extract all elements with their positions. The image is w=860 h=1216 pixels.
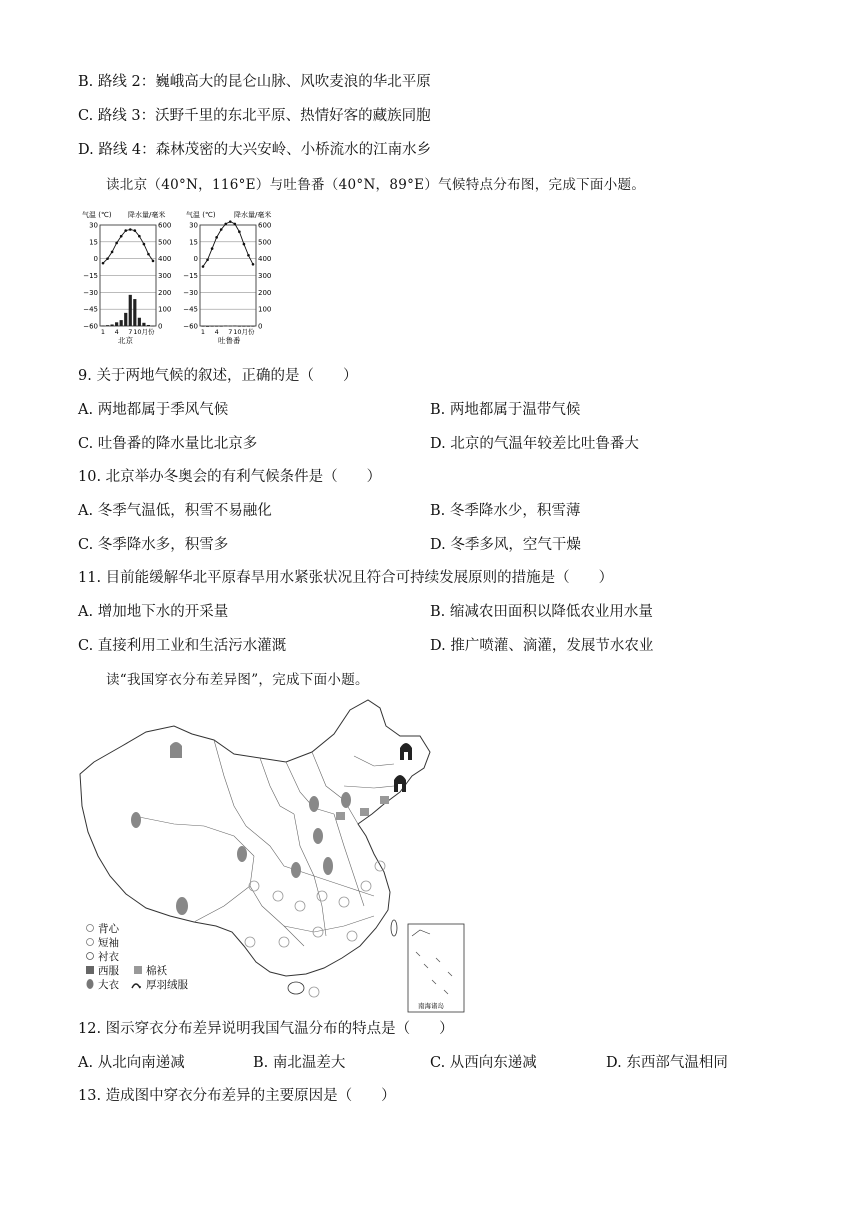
precipitation-bar	[220, 326, 223, 327]
q11-stem: 11. 目前能缓解华北平原春旱用水紧张状况且符合可持续发展原则的措施是（ ）	[78, 570, 614, 586]
precip-tick-label: 0	[158, 322, 163, 331]
month-tick-label: 1	[200, 328, 206, 336]
month-tick-label: 10月份	[233, 328, 255, 336]
padded-jacket-icon	[380, 796, 389, 804]
beijing-precip-axis-title: 降水量/毫米	[128, 211, 166, 219]
legend-shirt: 衬衣	[98, 951, 119, 963]
precipitation-bar	[242, 326, 245, 327]
legend-down-jacket: 厚羽绒服	[146, 979, 188, 991]
precipitation-bar	[147, 325, 150, 326]
temp-tick-label: −60	[183, 322, 198, 331]
map-legend	[86, 922, 188, 991]
beijing-temp-axis-title: 气温 (℃)	[82, 211, 112, 219]
turpan-chart-label: 吐鲁番	[218, 336, 241, 345]
temp-tick-label: −15	[83, 272, 98, 280]
coat-legend-icon	[87, 979, 94, 989]
coat-icon	[309, 796, 319, 812]
precip-tick-label: 600	[158, 221, 172, 230]
q8-option-b: B. 路线 2：巍峨高大的昆仑山脉、风吹麦浪的华北平原	[78, 74, 431, 90]
precip-tick-label: 100	[158, 305, 172, 314]
turpan-precip-axis-title: 降水量/毫米	[234, 211, 272, 219]
precipitation-bar	[151, 326, 154, 327]
temperature-point	[152, 260, 155, 263]
temperature-point	[134, 229, 137, 232]
q10-option-c: C. 冬季降水多，积雪多	[78, 537, 229, 553]
month-tick-label: 1	[100, 328, 106, 336]
precipitation-bar	[111, 324, 114, 326]
vest-icon	[87, 925, 94, 932]
precipitation-bar	[224, 325, 227, 326]
q12-option-a: A. 从北向南递减	[78, 1055, 185, 1071]
coat-icon	[176, 897, 188, 915]
temperature-point	[247, 254, 250, 257]
padded-jacket-legend-icon	[134, 966, 142, 974]
precipitation-bar	[211, 326, 214, 327]
temperature-point	[220, 228, 223, 231]
temperature-point	[143, 243, 146, 246]
temperature-point	[206, 258, 209, 261]
temperature-point	[106, 257, 109, 260]
q11-option-a: A. 增加地下水的开采量	[78, 604, 229, 620]
coat-icon	[291, 862, 301, 878]
q9-stem: 9. 关于两地气候的叙述，正确的是（ ）	[78, 368, 358, 384]
temperature-point	[224, 223, 227, 226]
precipitation-bar	[138, 318, 141, 326]
q9-option-c: C. 吐鲁番的降水量比北京多	[78, 436, 258, 452]
china-clothing-map	[74, 696, 466, 1014]
down-jacket-icon	[394, 775, 406, 792]
coat-icon	[323, 857, 333, 875]
precip-tick-label: 400	[158, 255, 172, 264]
precip-tick-label: 500	[158, 238, 172, 247]
q10-option-d: D. 冬季多风，空气干燥	[430, 537, 581, 553]
legend-short-sleeve: 短袖	[98, 937, 119, 949]
beijing-climate-chart	[83, 222, 171, 337]
temp-tick-label: 30	[189, 221, 198, 230]
shirt-icon	[375, 861, 385, 871]
temperature-point	[129, 228, 132, 231]
shirt-icon	[317, 891, 327, 901]
coat-icons	[131, 742, 351, 915]
temp-tick-label: −45	[83, 305, 98, 314]
temperature-point	[102, 262, 105, 265]
shirt-icons	[245, 861, 385, 997]
precip-tick-label: 200	[258, 288, 272, 297]
precipitation-bar	[101, 325, 104, 326]
temperature-point	[115, 242, 118, 245]
precipitation-bar	[215, 326, 218, 327]
month-tick-label: 7	[128, 328, 133, 336]
coat-icon	[313, 828, 323, 844]
temp-tick-label: −45	[183, 305, 198, 314]
shirt-icon	[249, 881, 259, 891]
down-jacket-icons	[394, 743, 412, 792]
precipitation-bar	[238, 326, 241, 327]
precipitation-bar	[206, 326, 209, 327]
q9-option-a: A. 两地都属于季风气候	[78, 402, 229, 418]
padded-jacket-icon	[336, 812, 345, 820]
short-sleeve-icon	[87, 939, 94, 946]
temp-tick-label: 15	[89, 238, 98, 247]
temperature-point	[211, 247, 214, 250]
q10-option-a: A. 冬季气温低，积雪不易融化	[78, 503, 272, 519]
legend-suit: 西服	[98, 965, 119, 977]
temperature-line	[103, 229, 153, 263]
temp-tick-label: 30	[89, 221, 98, 230]
shirt-icon	[347, 931, 357, 941]
down-jacket-legend-icon	[132, 984, 140, 988]
q8-option-c: C. 路线 3：沃野千里的东北平原、热情好客的藏族同胞	[78, 108, 431, 124]
temp-tick-label: −30	[183, 288, 198, 297]
temperature-point	[215, 236, 218, 239]
precipitation-bar	[251, 326, 254, 327]
shirt-legend-icon	[87, 953, 94, 960]
temp-tick-label: −60	[83, 322, 98, 331]
precip-tick-label: 300	[158, 272, 172, 280]
legend-coat: 大衣	[98, 979, 119, 991]
shirt-icon	[361, 881, 371, 891]
coat-icon	[170, 742, 182, 758]
map-intro: 读“我国穿衣分布差异图”，完成下面小题。	[106, 672, 369, 688]
precip-tick-label: 300	[258, 272, 272, 280]
coat-icon	[131, 812, 141, 828]
month-tick-label: 10月份	[133, 328, 155, 336]
precip-tick-label: 500	[258, 238, 272, 247]
temperature-point	[229, 220, 232, 223]
precip-tick-label: 600	[258, 221, 272, 230]
precip-tick-label: 100	[258, 305, 272, 314]
shirt-icon	[339, 897, 349, 907]
month-tick-label: 7	[228, 328, 233, 336]
turpan-climate-chart	[183, 220, 271, 336]
shirt-icon	[273, 891, 283, 901]
temperature-point	[138, 235, 141, 238]
temp-tick-label: 0	[93, 255, 98, 264]
shirt-icon	[309, 987, 319, 997]
precipitation-bar	[247, 326, 250, 327]
precipitation-bar	[115, 322, 118, 326]
precipitation-bar	[120, 320, 123, 326]
temp-tick-label: −30	[83, 288, 98, 297]
padded-jacket-icon	[360, 808, 369, 816]
temperature-point	[238, 230, 241, 233]
month-tick-label: 4	[114, 328, 119, 336]
temp-tick-label: 0	[193, 255, 198, 264]
coat-icon	[237, 846, 247, 862]
q8-option-d: D. 路线 4：森林茂密的大兴安岭、小桥流水的江南水乡	[78, 142, 432, 158]
precip-tick-label: 200	[158, 288, 172, 297]
q11-option-c: C. 直接利用工业和生活污水灌溉	[78, 638, 287, 654]
legend-padded-jacket: 棉袄	[146, 965, 167, 977]
q12-option-c: C. 从西向东递减	[430, 1055, 537, 1071]
q12-option-d: D. 东西部气温相同	[606, 1055, 728, 1071]
q13-stem: 13. 造成图中穿衣分布差异的主要原因是（ ）	[78, 1088, 396, 1104]
temperature-point	[124, 229, 127, 232]
temperature-point	[202, 265, 205, 268]
suit-icon	[86, 966, 94, 974]
turpan-temp-axis-title: 气温 (℃)	[186, 211, 216, 219]
temperature-point	[147, 253, 150, 256]
precip-tick-label: 0	[258, 322, 263, 331]
coat-icon	[341, 792, 351, 808]
q12-stem: 12. 图示穿衣分布差异说明我国气温分布的特点是（ ）	[78, 1021, 454, 1037]
q11-option-d: D. 推广喷灌、滴灌，发展节水农业	[430, 638, 654, 654]
down-jacket-icon	[400, 743, 412, 760]
precipitation-bar	[124, 313, 127, 326]
shirt-icon	[279, 937, 289, 947]
temperature-point	[243, 243, 246, 246]
shirt-icon	[295, 901, 305, 911]
temperature-point	[234, 223, 237, 226]
south-china-sea-inset	[408, 924, 464, 1012]
q9-option-d: D. 北京的气温年较差比吐鲁番大	[430, 436, 639, 452]
legend-vest: 背心	[98, 923, 119, 935]
temp-tick-label: −15	[183, 272, 198, 280]
temperature-point	[120, 235, 123, 238]
climate-intro: 读北京（40°N，116°E）与吐鲁番（40°N，89°E）气候特点分布图，完成下面小题。	[106, 177, 646, 193]
precipitation-bar	[142, 323, 145, 326]
precipitation-bar	[106, 325, 109, 326]
precip-tick-label: 400	[258, 255, 272, 264]
month-tick-label: 4	[214, 328, 219, 336]
precipitation-bar	[229, 326, 232, 327]
precipitation-bar	[133, 299, 136, 326]
q12-option-b: B. 南北温差大	[253, 1055, 346, 1071]
climate-charts-figure	[78, 208, 290, 346]
province-borders	[134, 740, 394, 946]
temperature-line	[203, 222, 253, 267]
temperature-point	[252, 263, 255, 266]
q11-option-b: B. 缩减农田面积以降低农业用水量	[430, 604, 653, 620]
q10-option-b: B. 冬季降水少，积雪薄	[430, 503, 581, 519]
china-outline	[80, 700, 430, 976]
q9-option-b: B. 两地都属于温带气候	[430, 402, 581, 418]
precipitation-bar	[129, 295, 132, 326]
q10-stem: 10. 北京举办冬奥会的有利气候条件是（ ）	[78, 469, 382, 485]
temperature-point	[111, 251, 114, 254]
precipitation-bar	[233, 325, 236, 326]
beijing-chart-label: 北京	[118, 336, 133, 345]
shirt-icon	[245, 937, 255, 947]
temp-tick-label: 15	[189, 238, 198, 247]
inset-label: 南海诸岛	[418, 1002, 444, 1010]
precipitation-bar	[201, 326, 204, 327]
